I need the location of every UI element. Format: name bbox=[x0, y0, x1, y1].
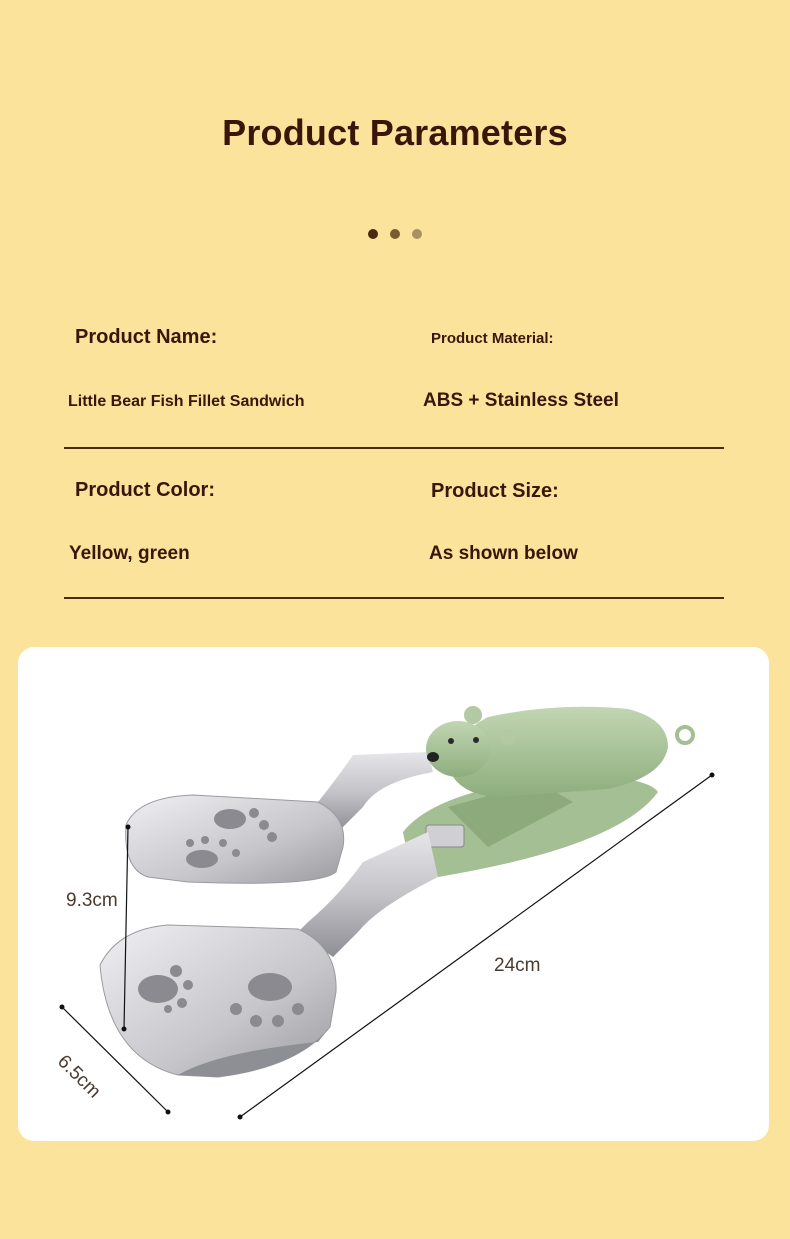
length-dimension-label: 24cm bbox=[494, 955, 541, 976]
product-material-label: Product Material: bbox=[431, 330, 554, 347]
carousel-dot[interactable] bbox=[390, 229, 400, 239]
divider bbox=[64, 447, 724, 449]
product-name-value: Little Bear Fish Fillet Sandwich bbox=[68, 393, 305, 410]
width-dimension-label: 6.5cm bbox=[53, 1051, 105, 1103]
carousel-dot[interactable] bbox=[368, 229, 378, 239]
product-size-value: As shown below bbox=[429, 543, 578, 564]
product-material-value: ABS + Stainless Steel bbox=[423, 390, 619, 411]
product-size-label: Product Size: bbox=[431, 480, 559, 502]
height-dimension-label: 9.3cm bbox=[66, 890, 118, 911]
carousel-indicator bbox=[368, 229, 422, 239]
carousel-dot[interactable] bbox=[412, 229, 422, 239]
product-illustration bbox=[18, 647, 769, 1141]
product-color-value: Yellow, green bbox=[69, 543, 190, 564]
divider bbox=[64, 597, 724, 599]
product-name-label: Product Name: bbox=[75, 326, 218, 348]
product-color-label: Product Color: bbox=[75, 479, 215, 501]
page-title: Product Parameters bbox=[222, 112, 568, 153]
product-image-card bbox=[18, 647, 769, 1141]
